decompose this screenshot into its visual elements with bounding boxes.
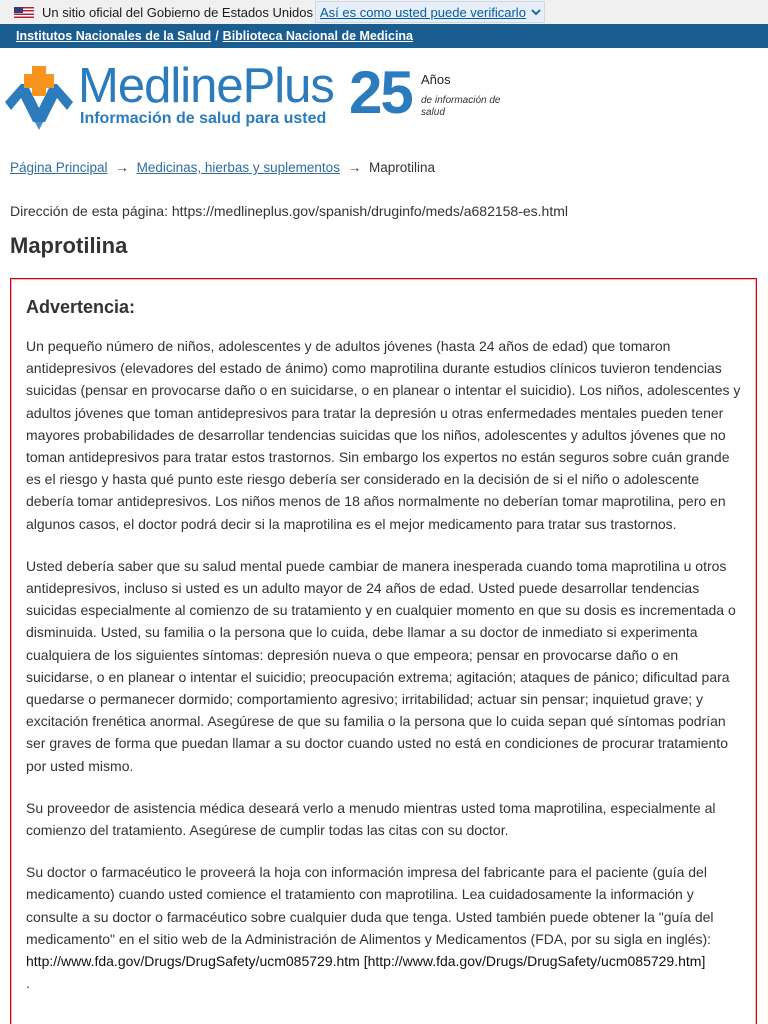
nlm-link[interactable]: Biblioteca Nacional de Medicina: [222, 29, 413, 43]
warning-paragraph-end: .: [26, 975, 30, 992]
fda-medguide-link[interactable]: http://www.fda.gov/Drugs/DrugSafety/ucm085729.htm [http://www.fda.gov/Drugs/DrugSafety/ucm085729.htm]: [26, 953, 706, 970]
us-flag-icon: [14, 7, 34, 18]
verify-toggle-button[interactable]: [315, 1, 545, 23]
warning-paragraph: Usted debería saber que su salud mental puede cambiar de manera inesperada cuando toma maprotilina u otros antidepresivos, incluso si usted es un adulto mayor de 24 años de edad. Usted puede desarrollar tendencias suicidas especialmente al comienzo de su tratamiento y en cualquier momento en que su dosis es incrementada o disminuida. Usted, su familia o la persona que lo cuida, debe llamar a su doctor de inmediato si experimenta cualquiera de los siguientes síntomas: depresión nueva o que empeora; pensar en provocarse daño o en suicidarse, o en planear o intentar el suicidio; preocupación extrema; agitación; ataques de pánico; dificultad para quedarse o permanecer dormido; comportamiento agresivo; irritabilidad; actuar sin pensar; inquietud grave; y excitación frenética anormal. Asegúrese de que su familia o la persona que lo cuida sepan qué síntomas podrían ser graves de forma que puedan llamar a su doctor cuando usted no está en condiciones de procurar tratamiento por usted mismo.: [26, 557, 736, 774]
page-title: Maprotilina: [10, 233, 128, 258]
warning-box: [10, 278, 757, 1024]
breadcrumb-arrow: →: [115, 160, 129, 175]
anniversary-number: 25: [349, 59, 412, 126]
verify-link[interactable]: Así es como usted puede verificarlo: [319, 4, 526, 20]
chevron-down-icon: [530, 6, 542, 18]
anniversary-word: Años: [421, 72, 451, 87]
warning-paragraph-text: Su doctor o farmacéutico le proveerá la hoja con información impresa del fabricante para el paciente (guía del medicamento) cuando usted comience el tratamiento con maprotilina. Lea cuidadosamente la información y consulte a su doctor o farmacéutico sobre cualquier duda que tenga. Usted también puede obtener la "guía del medicamento" en el sitio web de la Administración de Alimentos y Medicamentos (FDA, por su sigla en inglés):: [26, 864, 714, 947]
brand-wordmark[interactable]: MedlinePlus: [78, 59, 334, 113]
anniversary-subtitle: de información de salud: [421, 95, 501, 118]
warning-paragraph-medguide: [26, 861, 746, 994]
gov-banner-text: Un sitio oficial del Gobierno de Estados Unidos: [42, 4, 313, 20]
breadcrumb-home[interactable]: Página Principal: [10, 160, 108, 175]
warning-body: [26, 335, 746, 1014]
medlineplus-logo-icon[interactable]: [5, 60, 73, 136]
breadcrumb-arrow: →: [347, 160, 362, 175]
brand-tagline: Información de salud para usted: [80, 110, 327, 127]
page-address: Dirección de esta página: https://medlineplus.gov/spanish/druginfo/meds/a682158-es.html: [10, 203, 568, 219]
breadcrumb: [10, 160, 435, 175]
nih-link[interactable]: Institutos Nacionales de la Salud: [16, 29, 212, 43]
gov-banner: [0, 0, 768, 24]
nih-separator: /: [215, 29, 219, 43]
breadcrumb-category[interactable]: Medicinas, hierbas y suplementos: [136, 160, 340, 175]
nih-bar: [0, 24, 768, 48]
breadcrumb-current: Maprotilina: [368, 160, 436, 175]
warning-paragraph: Un pequeño número de niños, adolescentes y de adultos jóvenes (hasta 24 años de edad) que tomaron antidepresivos (elevadores del estado de ánimo) como maprotilina durante estudios clínicos tuvieron tendencias suicidas (pensar en provocarse daño o en suicidarse, o en planear o intentar el suicidio). Los niños, adolescentes y adultos jóvenes que toman antidepresivos para tratar la depresión u otras enfermedades mentales pueden tener mayores probabilidades de desarrollar tendencias suicidas que los niños, adolescentes y adultos jóvenes que no toman antidepresivos para tratar estos trastornos. Sin embargo los expertos no están seguros sobre cuán grande es el riesgo y hasta qué punto este riesgo debería ser considerado en la decisión de si el niño o adolescente debería tomar antidepresivos. Los niños menos de 18 años normalmente no deberían tomar maprotilina, pero en algunos casos, el doctor podrá decir si la maprotilina es el mejor medicamento para tratar sus trastornos.: [26, 338, 741, 532]
warning-paragraph: Su proveedor de asistencia médica deseará verlo a menudo mientras usted toma maprotilina, especialmente al comienzo del tratamiento. Asegúrese de cumplir todas las citas con su doctor.: [26, 799, 716, 839]
warning-heading: Advertencia:: [26, 297, 136, 317]
